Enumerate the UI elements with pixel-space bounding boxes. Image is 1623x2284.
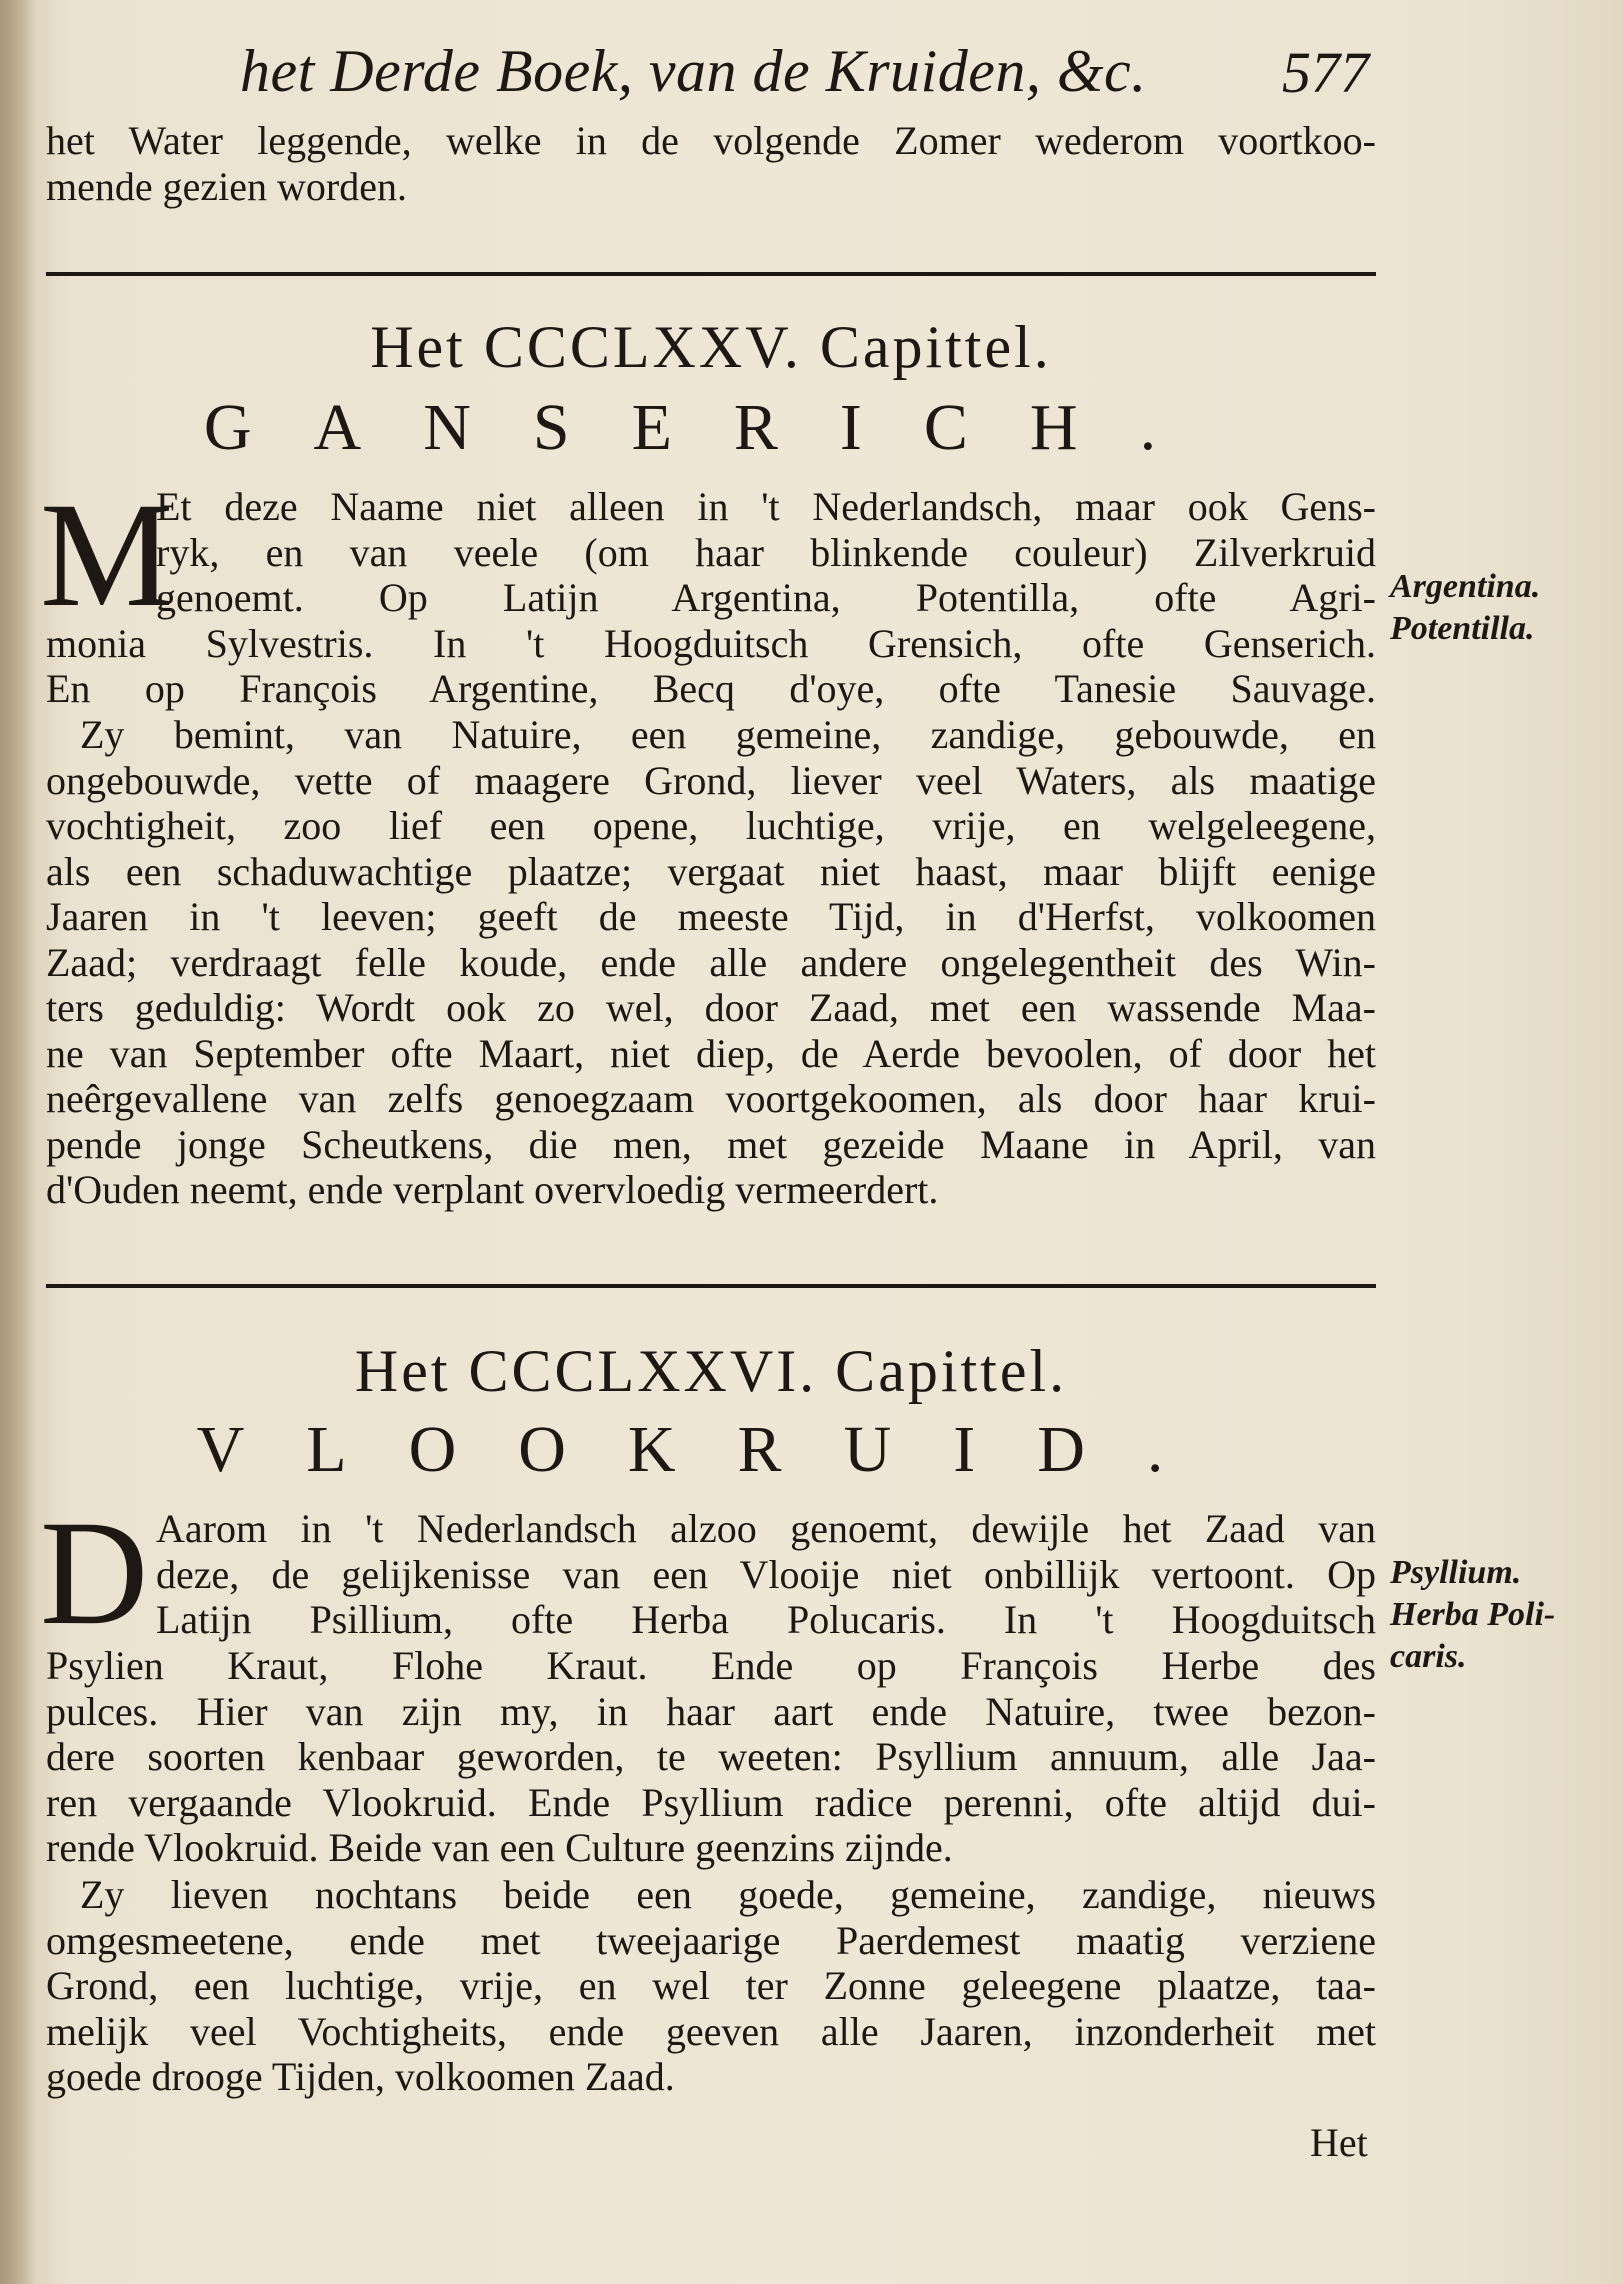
paragraph-2 (46, 712, 1376, 1213)
text-line: goede drooge Tijden, volkoomen Zaad. (46, 2054, 675, 2099)
text-line: Zy bemint, van Natuire, een gemeine, zandige, gebouwde, en (80, 712, 1376, 757)
text-line: het Water leggende, welke in de volgende Zomer wederom voortkoo- (46, 118, 1376, 163)
text-line: Latijn Psillium, ofte Herba Polucaris. In 't Hoogduitsch (156, 1597, 1376, 1642)
chapter-heading: Het CCCLXXVI. Capittel. (354, 1338, 1068, 1404)
text-line: ongebouwde, vette of maagere Grond, liever veel Waters, als maatige (46, 757, 1376, 803)
text-line: Jaaren in 't leeven; geeft de meeste Tijd, in d'Herfst, volkoomen (46, 894, 1376, 939)
plant-name: GANSERICH. (203, 391, 1219, 464)
text-line: als een schaduwachtige plaatze; vergaat niet haast, maar blijft eenige (46, 848, 1376, 894)
margin-line: Potentilla. (1390, 610, 1535, 647)
margin-note (1390, 1552, 1610, 1678)
text-line: dere soorten kenbaar geworden, te weeten: Psyllium annuum, alle Jaa- (46, 1734, 1376, 1779)
section-rule (46, 272, 1376, 276)
text-line: Et deze Naame niet alleen in 't Nederlandsch, maar ook Gens- (156, 484, 1376, 529)
text-line: vochtigheit, zoo lief een opene, luchtige, vrije, en welgeleegene, (46, 803, 1376, 848)
text-line: pende jonge Scheutkens, die men, met gezeide Maane in April, van (46, 1121, 1376, 1167)
paragraph-1-indented (156, 1506, 1376, 1643)
text-line: ne van September ofte Maart, niet diep, de Aerde bevoolen, of door het (46, 1030, 1376, 1076)
margin-note (1390, 566, 1610, 650)
text-line: genoemt. Op Latijn Argentina, Potentilla, ofte Agri- (156, 575, 1376, 620)
text-line: Psylien Kraut, Flohe Kraut. Ende op François Herbe des (46, 1643, 1376, 1688)
running-head: het Derde Boek, van de Kruiden, &c. (240, 38, 1147, 104)
drop-cap: D (40, 1490, 149, 1656)
text-line: ryk, en van veele (om haar blinkende couleur) Zilverkruid (156, 529, 1376, 575)
text-line: Zaad; verdraagt felle koude, ende alle andere ongelegentheit des Win- (46, 939, 1376, 985)
text-line: rende Vlookruid. Beide van een Culture geenzins zijnde. (46, 1825, 953, 1870)
text-line: Aarom in 't Nederlandsch alzoo genoemt, dewijle het Zaad van (156, 1506, 1376, 1551)
text-line: ren vergaande Vlookruid. Ende Psyllium radice perenni, ofte altijd dui- (46, 1779, 1376, 1825)
text-line: monia Sylvestris. In 't Hoogduitsch Grensich, ofte Genserich. (46, 620, 1376, 666)
text-line: Zy lieven nochtans beide een goede, gemeine, zandige, nieuws (80, 1872, 1376, 1917)
intro-paragraph (46, 118, 1376, 209)
margin-line: Psyllium. (1390, 1554, 1522, 1591)
text-line: melijk veel Vochtigheits, ende geeven alle Jaaren, inzonderheit met (46, 2008, 1376, 2054)
plant-name: VLOOKRUID. (196, 1413, 1226, 1486)
paragraph-2 (46, 1872, 1376, 2100)
paragraph-1 (46, 1643, 1376, 1871)
page-number: 577 (1282, 40, 1369, 105)
paragraph-1-indented (156, 484, 1376, 575)
drop-cap: M (40, 472, 174, 638)
margin-line: Argentina. (1390, 568, 1541, 605)
margin-line: Herba Poli- (1390, 1596, 1556, 1633)
margin-line: caris. (1390, 1638, 1467, 1675)
catchword: Het (1310, 2120, 1368, 2165)
text-line: Grond, een luchtige, vrije, en wel ter Zonne geleegene plaatze, taa- (46, 1963, 1376, 2008)
gutter-shadow (0, 0, 36, 2284)
chapter-heading: Het CCCLXXV. Capittel. (370, 314, 1052, 380)
text-line: ters geduldig: Wordt ook zo wel, door Zaad, met een wassende Maa- (46, 985, 1376, 1030)
text-line: omgesmeetene, ende met tweejaarige Paerdemest maatig verziene (46, 1917, 1376, 1963)
text-line: mende gezien worden. (46, 163, 407, 209)
text-line: En op François Argentine, Becq d'oye, ofte Tanesie Sauvage. (46, 666, 1376, 711)
text-line: neêrgevallene van zelfs genoegzaam voortgekoomen, als door haar krui- (46, 1076, 1376, 1121)
section-rule (46, 1284, 1376, 1288)
text-line: pulces. Hier van zijn my, in haar aart ende Natuire, twee bezon- (46, 1688, 1376, 1734)
text-line: deze, de gelijkenisse van een Vlooije niet onbillijk vertoont. Op (156, 1551, 1376, 1597)
paragraph-1 (46, 575, 1376, 712)
text-line: d'Ouden neemt, ende verplant overvloedig vermeerdert. (46, 1167, 939, 1212)
